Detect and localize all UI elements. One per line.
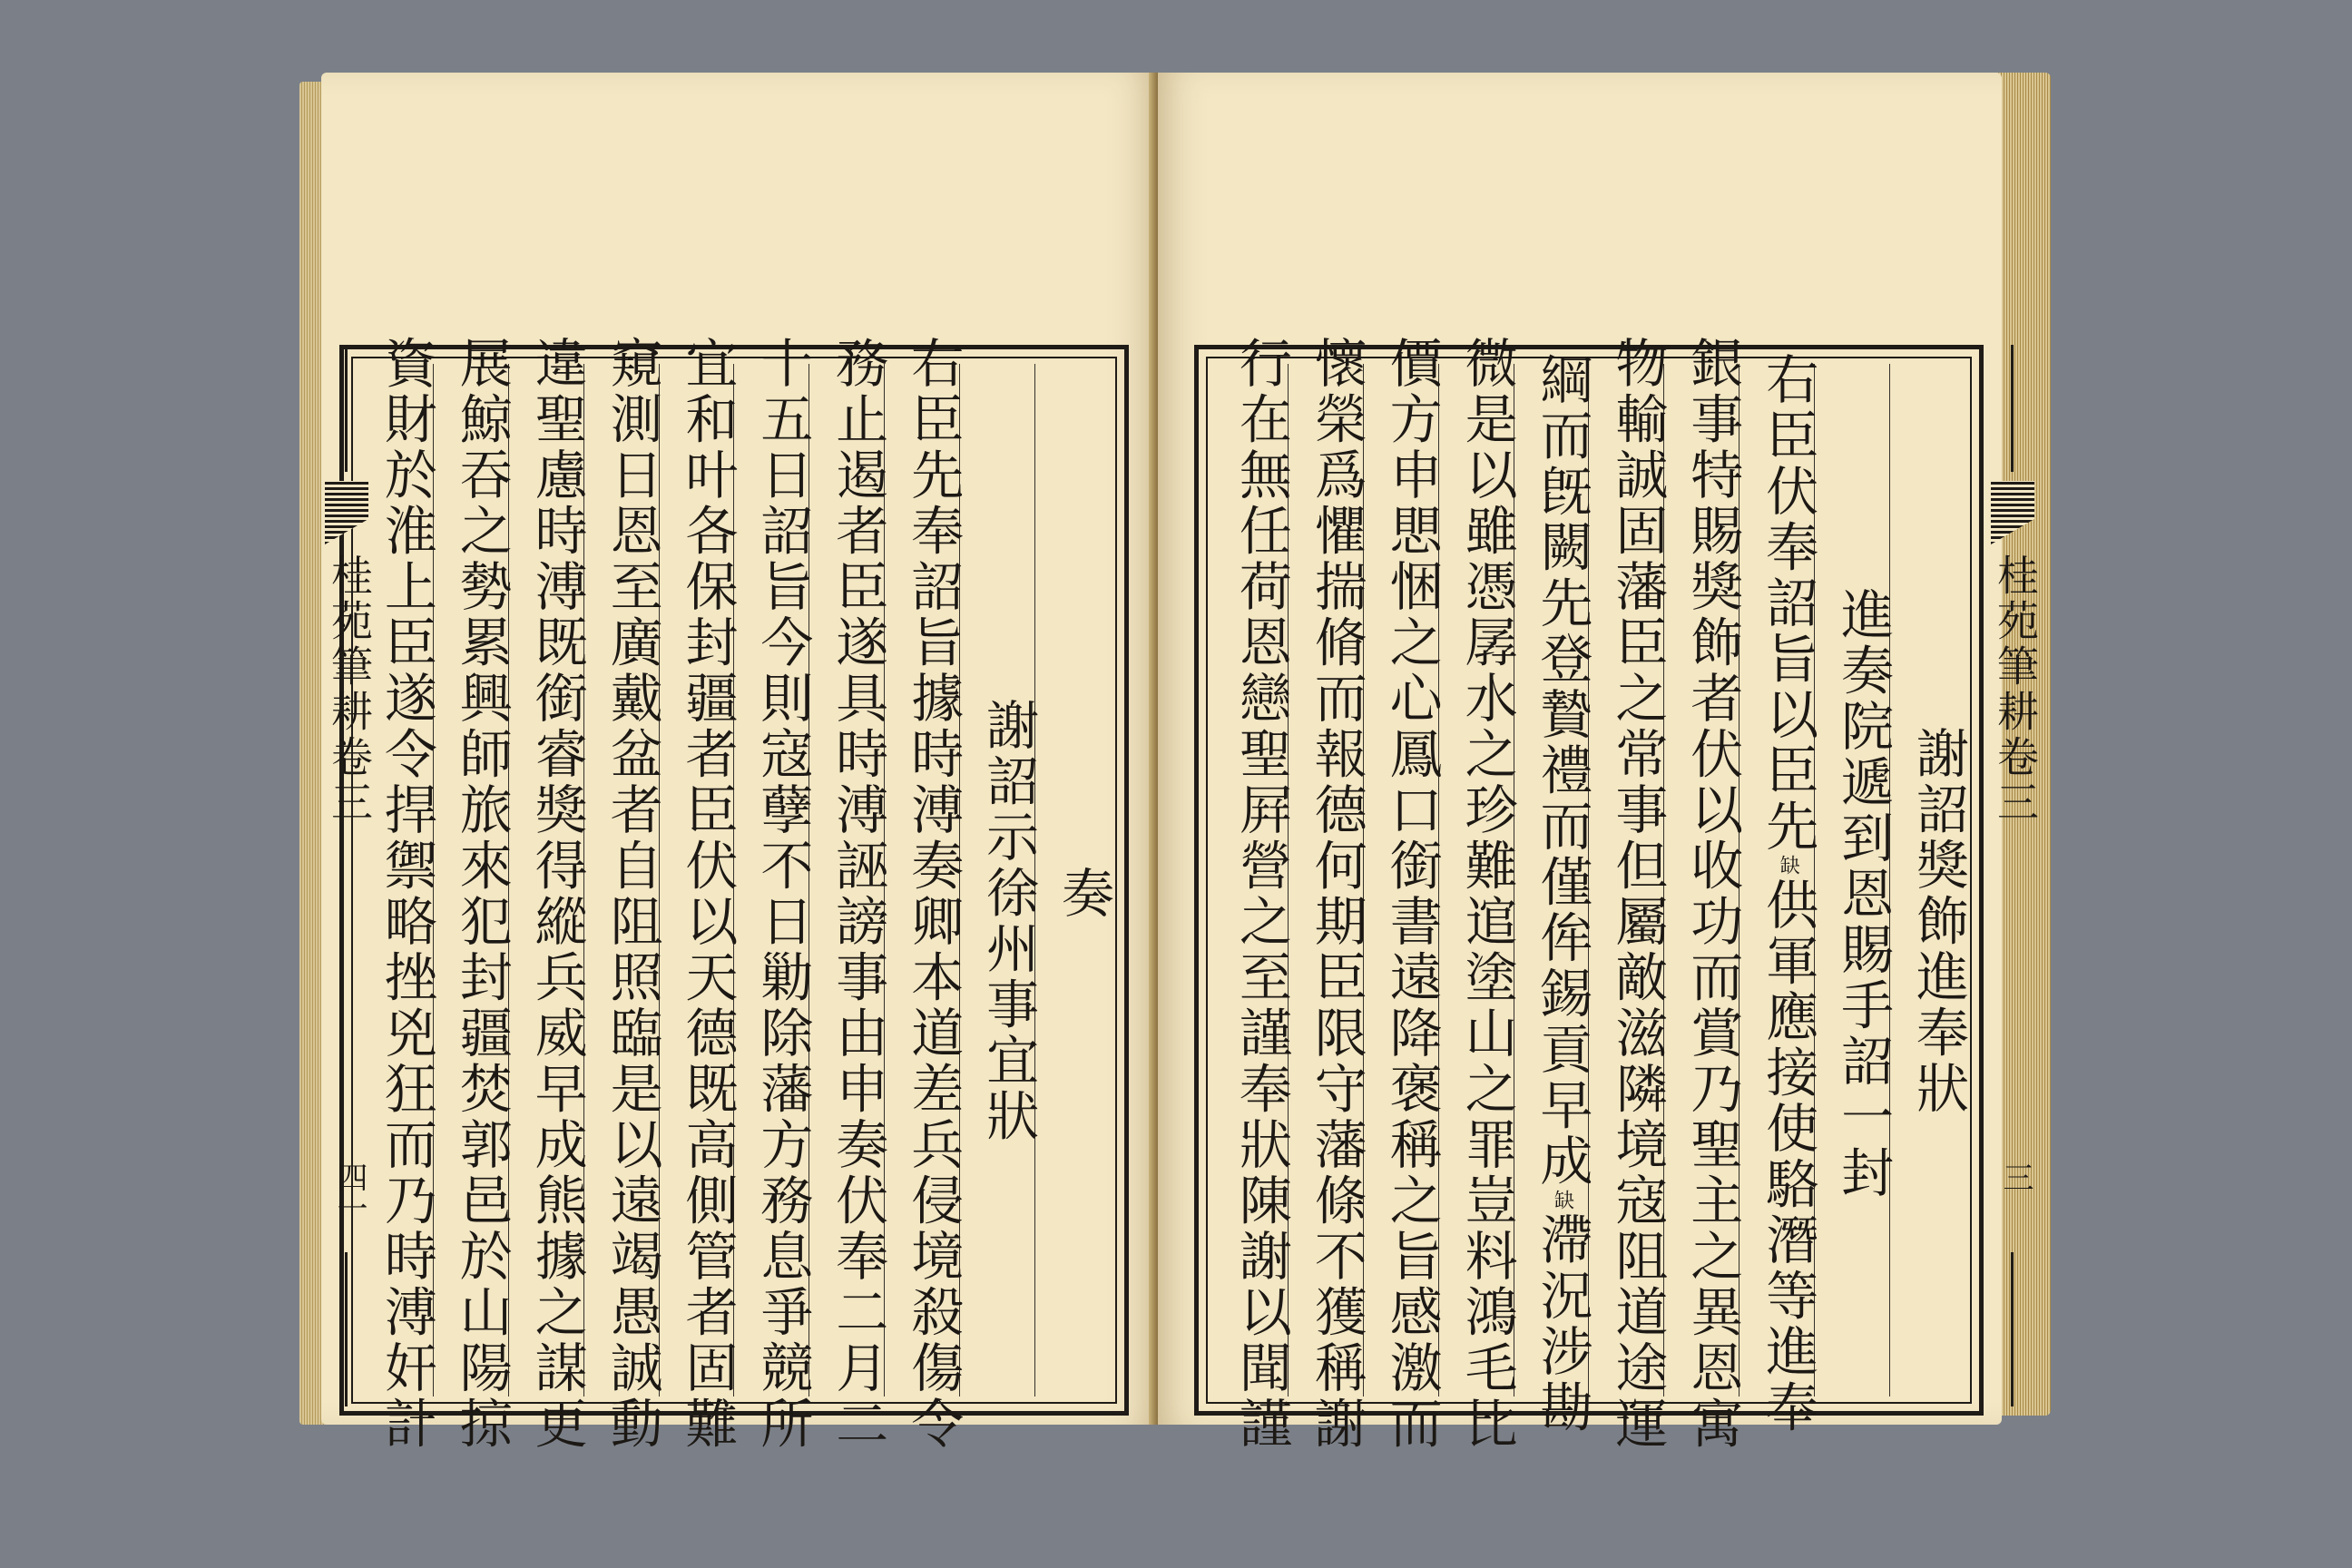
left-col-10: 資財於淮上臣遂令捍禦略挫兇狂而乃時溥奸計	[375, 336, 437, 1452]
missing-mark: 缺	[1551, 1189, 1574, 1212]
left-page-number: 四一	[331, 1161, 368, 1223]
right-col-6: 綱而旣闕先登贄禮而僅侔錫貢早成缺滯況涉勘	[1514, 364, 1589, 1396]
right-fold-strip	[1982, 345, 2045, 1406]
left-col-7: 窺測日恩至廣戴盆者自阻照臨是以遠竭愚誠動	[583, 364, 659, 1396]
missing-mark: 缺	[1777, 854, 1800, 877]
right-book-title: 桂苑筆耕卷三	[1991, 554, 2040, 826]
left-col-2: 謝詔示徐州事宜狀	[959, 364, 1034, 1396]
left-book-title: 桂苑筆耕卷三	[325, 554, 374, 826]
left-col-1: 奏	[1034, 364, 1110, 1396]
right-col-1: 謝詔獎飾進奉狀	[1889, 364, 1965, 1396]
right-col-4: 銀事特賜獎飾者伏以收功而賞乃聖主之異恩寓	[1663, 364, 1739, 1396]
right-col-7: 微是以雖憑孱水之珍難逭塗山之罪豈料鴻毛比	[1438, 364, 1514, 1396]
right-col-8: 價方申愳悃之心鳳口銜書遠降褒稱之旨感激而	[1363, 364, 1438, 1396]
left-col-6: 宜和叶各保封疆者臣伏以天德既高側管者固難	[659, 364, 734, 1396]
left-col-4: 務止遏者臣遂具時溥誣謗事由申奏伏奉二月二	[808, 364, 884, 1396]
left-col-5: 十五日詔旨今則寇孽不日勦除藩方務息爭競所	[733, 364, 808, 1396]
right-col-9: 懷榮爲懼揣脩而報德何期臣限守藩條不獲稱謝	[1288, 364, 1363, 1396]
right-columns	[1213, 336, 1969, 1452]
open-book	[299, 54, 2051, 1488]
right-page	[1158, 73, 2040, 1452]
left-page	[321, 73, 1156, 1452]
left-col-9: 展鯨吞之勢累興師旅來犯封疆焚郭邑於山陽掠	[433, 364, 508, 1396]
fish-tail-mark	[325, 481, 368, 544]
left-text-frame	[339, 336, 1129, 1452]
left-fold-strip	[316, 345, 379, 1406]
left-columns	[358, 336, 1114, 1452]
right-col-2: 進奏院遞到恩賜手詔一封	[1814, 364, 1889, 1396]
right-col-3: 右臣伏奉詔旨以臣先缺供軍應接使駱潛等進奉	[1739, 364, 1814, 1396]
fish-tail-mark	[1991, 481, 2034, 544]
right-text-frame	[1194, 336, 1984, 1452]
left-col-3: 右臣先奉詔旨據時溥奏卿本道差兵侵境殺傷令	[884, 364, 959, 1396]
left-col-8: 違聖慮時溥既銜睿獎得縱兵威早成熊據之謀更	[508, 364, 583, 1396]
right-col-10: 行在無任荷恩戀聖屛營之至謹奉狀陳謝以聞謹	[1230, 336, 1292, 1452]
right-col-5: 物輸誠固藩臣之常事但屬敵滋隣境寇阻道途運	[1588, 364, 1663, 1396]
right-page-number: 三	[1997, 1161, 2034, 1192]
